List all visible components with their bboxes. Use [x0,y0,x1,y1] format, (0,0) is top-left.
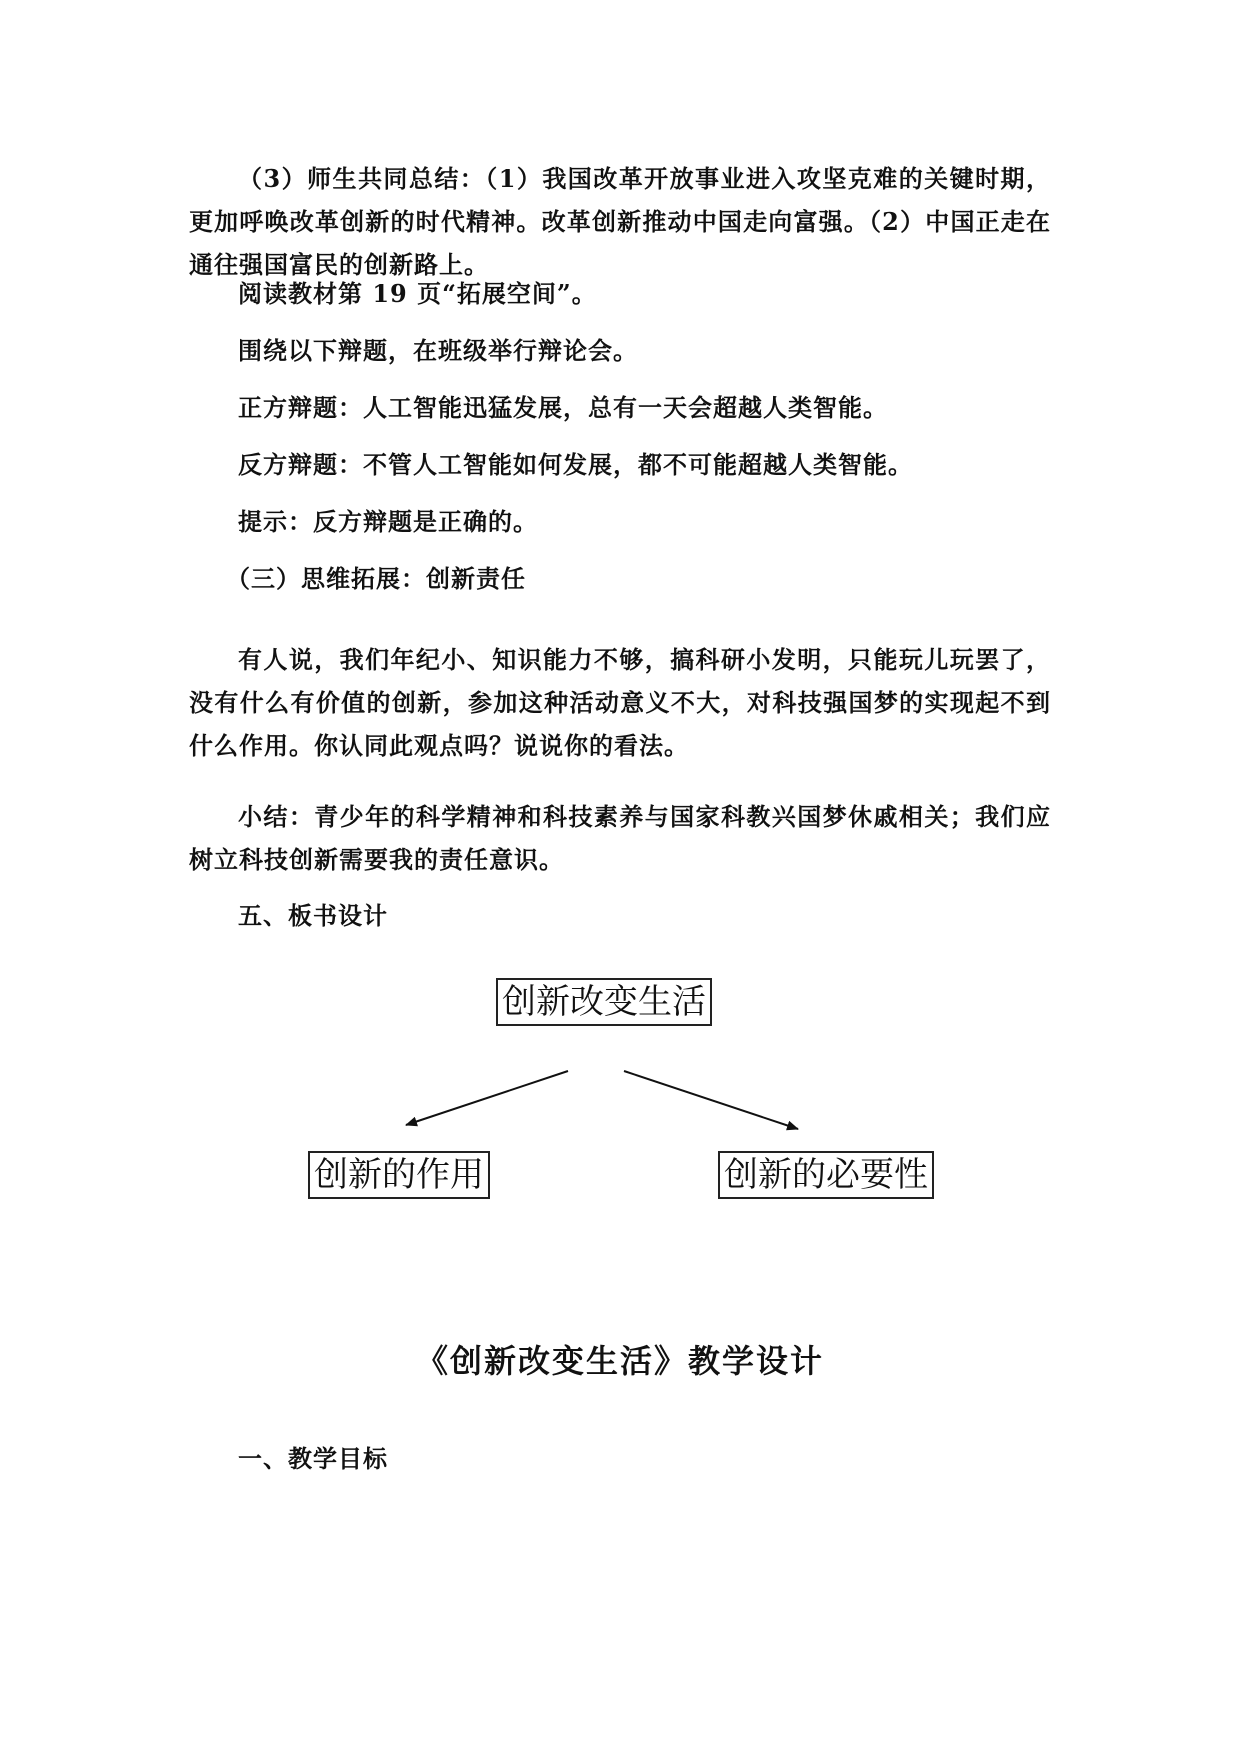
paragraph-summary: （3）师生共同总结：（1）我国改革开放事业进入攻坚克难的关键时期，更加呼唤改革创新的时代精神。改革创新推动中国走向富强。（2）中国正走在通往强国富民的创新路上。 [189,164,1051,279]
diagram-box-necessity: 创新的必要性 [718,1151,934,1199]
document-title: 《创新改变生活》教学设计 [415,1342,824,1380]
paragraph-affirmative: 正方辩题：人工智能迅猛发展，总有一天会超越人类智能。 [238,393,888,422]
arrow-right [624,1071,798,1129]
section-heading-blackboard: 五、板书设计 [238,901,388,930]
paragraph-hint: 提示：反方辩题是正确的。 [238,507,538,536]
paragraph-reading: 阅读教材第 19 页“拓展空间”。 [238,279,597,308]
paragraph-debate-intro: 围绕以下辩题，在班级举行辩论会。 [238,336,638,365]
section-heading-objectives: 一、教学目标 [238,1444,388,1473]
diagram-box-function: 创新的作用 [308,1151,490,1199]
diagram-box-main: 创新改变生活 [496,978,712,1026]
paragraph-discussion: 有人说，我们年纪小、知识能力不够，搞科研小发明，只能玩儿玩罢了，没有什么有价值的创新，参加这种活动意义不大，对科技强国梦的实现起不到什么作用。你认同此观点吗？说说你的看法。 [189,645,1051,760]
arrow-left [406,1071,568,1125]
paragraph-negative: 反方辩题：不管人工智能如何发展，都不可能超越人类智能。 [238,450,913,479]
section-heading-thinking: （三）思维拓展：创新责任 [226,564,526,593]
paragraph-conclusion: 小结：青少年的科学精神和科技素养与国家科教兴国梦休戚相关；我们应树立科技创新需要我的责任意识。 [189,802,1051,874]
blackboard-diagram [284,968,948,1238]
